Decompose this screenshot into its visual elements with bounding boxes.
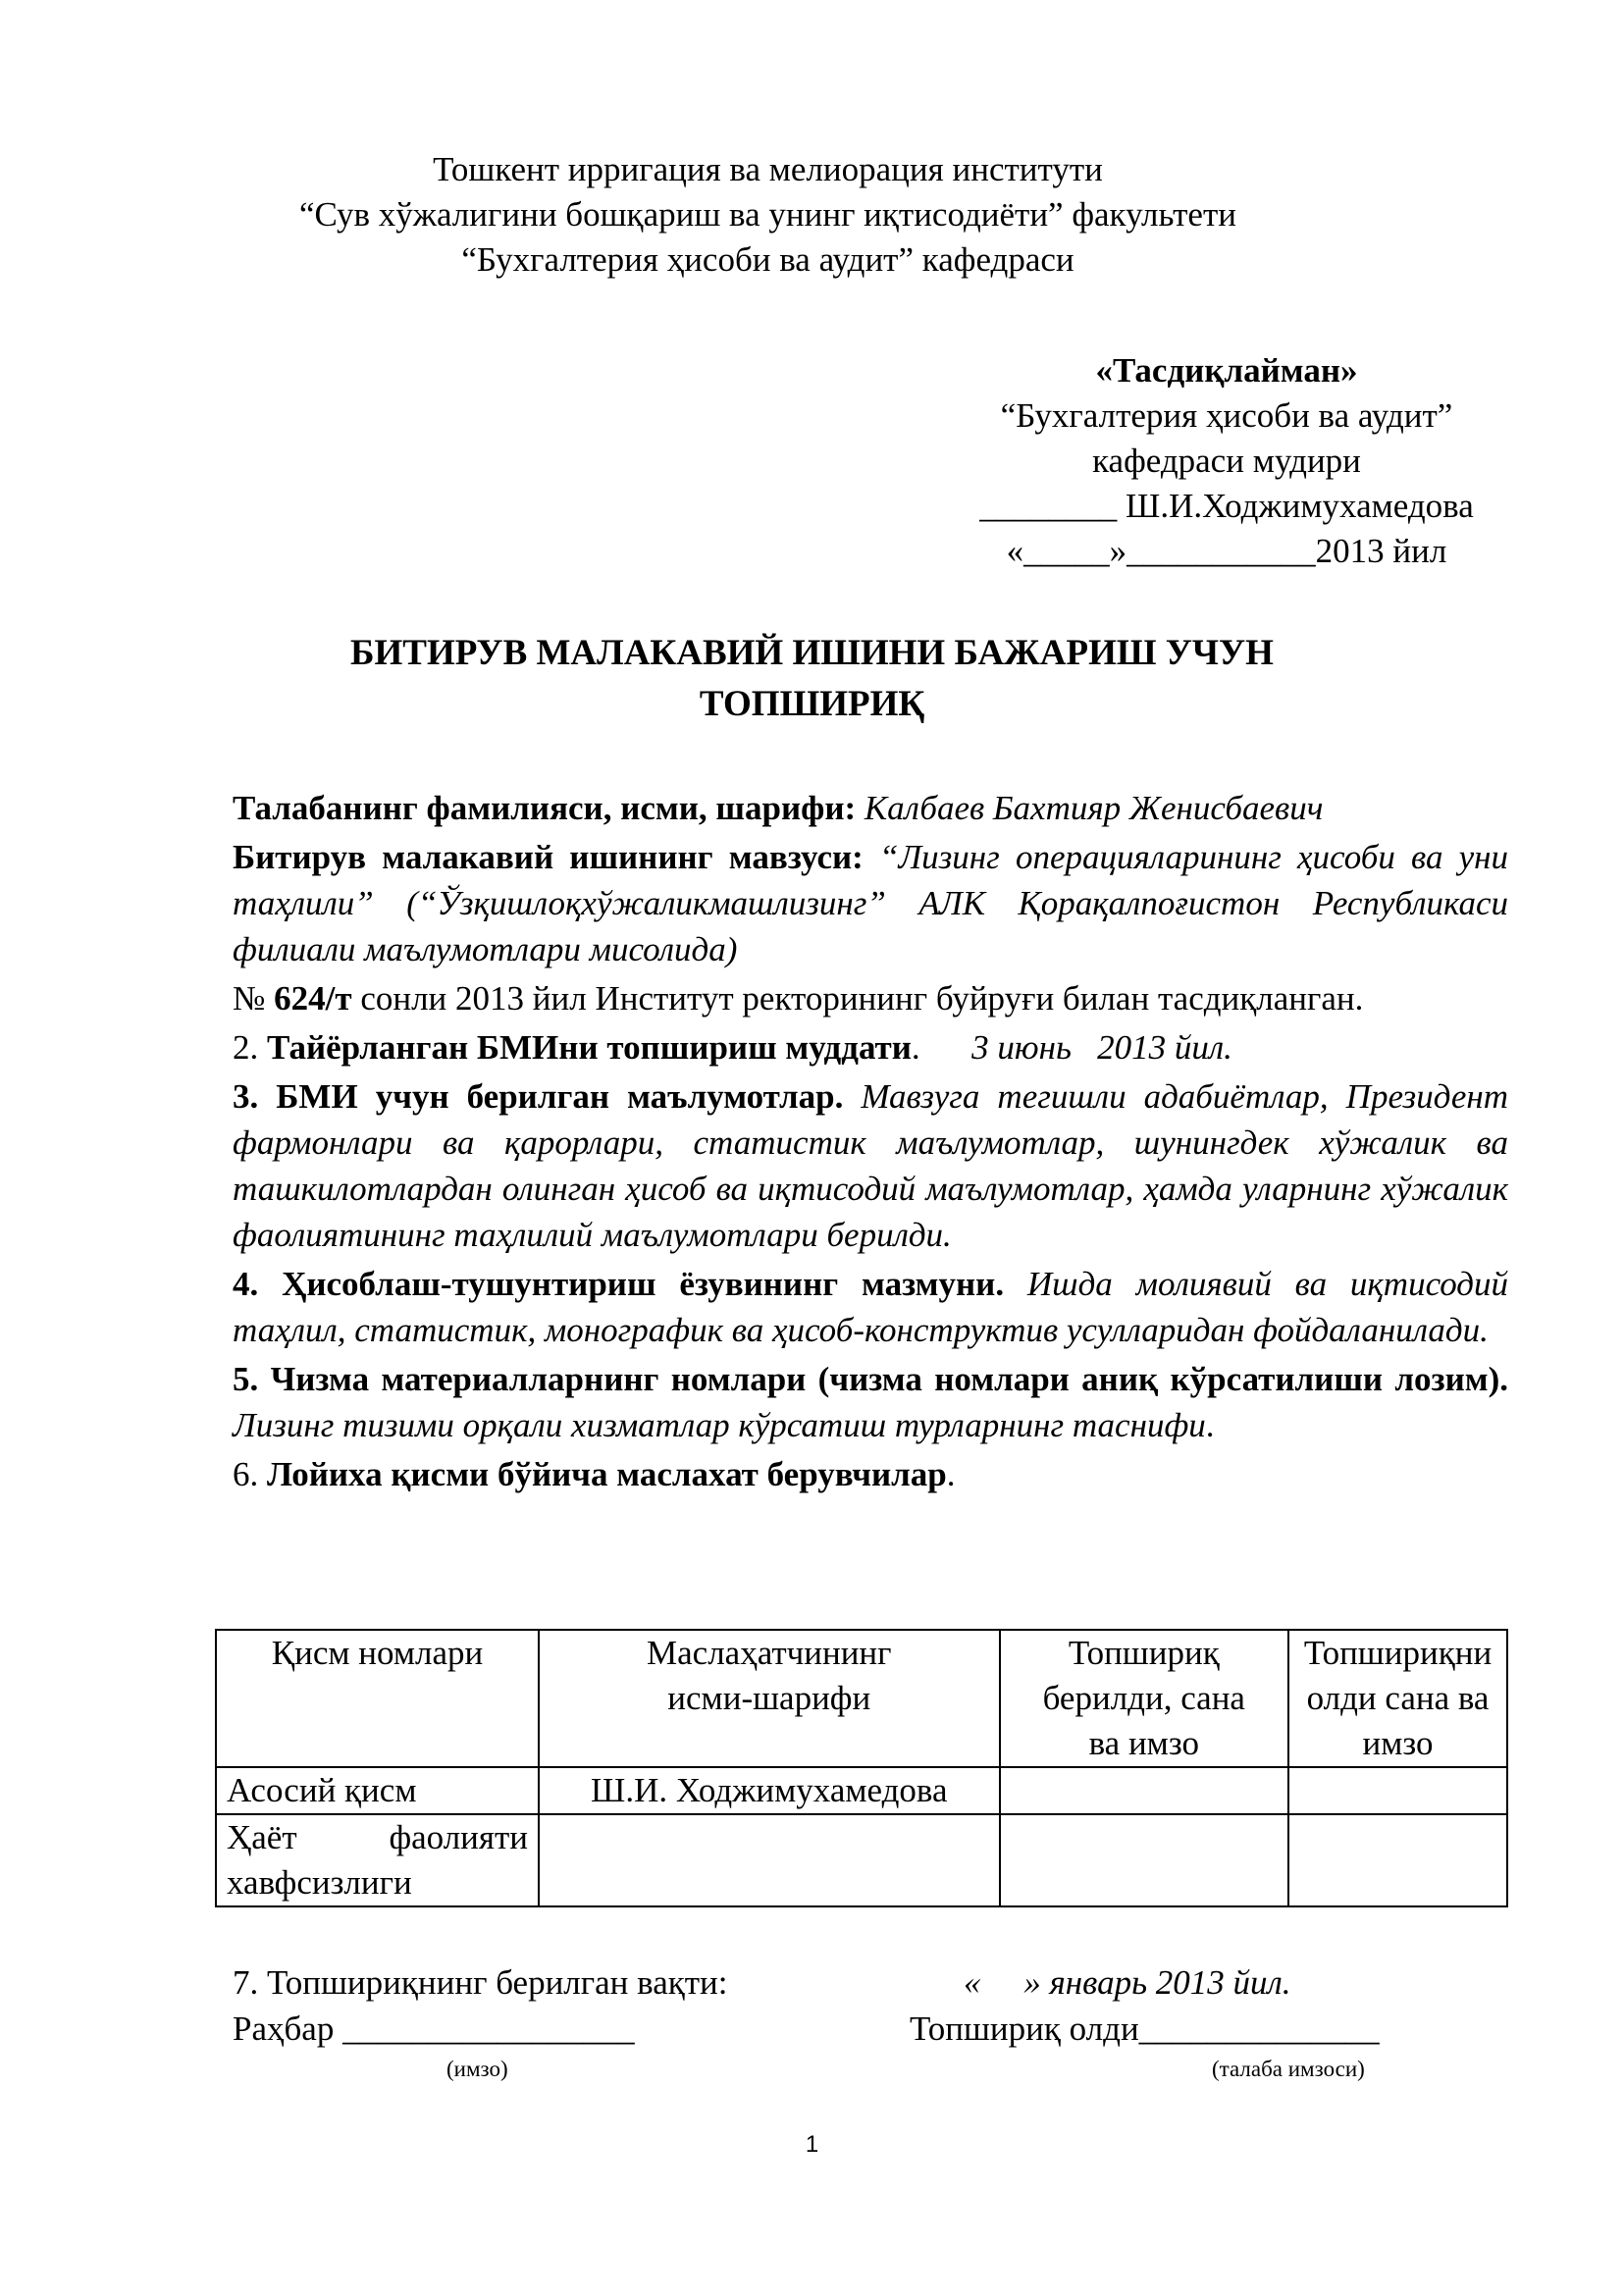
student-received-signature: Топшириқ олди______________ xyxy=(910,2009,1380,2048)
consultants-table xyxy=(215,1629,1508,1907)
student-line xyxy=(233,785,1508,831)
table-row xyxy=(216,1767,1507,1814)
table-header-row xyxy=(216,1630,1507,1767)
item-6-dot: . xyxy=(946,1455,956,1493)
page-number: 1 xyxy=(805,2131,819,2158)
header-cell: Топшириқ берилди, сана ва имзо xyxy=(1000,1630,1289,1767)
student-label: Талабанинг фамилияси, исми, шарифи: xyxy=(233,789,857,827)
item-5-dot: . xyxy=(1205,1406,1215,1444)
item-5-value: Лизинг тизими орқали хизматлар кўрсатиш турларнинг таснифи xyxy=(233,1406,1206,1444)
approval-position: кафедраси мудири xyxy=(1092,442,1361,480)
table-cell xyxy=(1288,1814,1507,1906)
item-6 xyxy=(233,1451,1508,1497)
table-cell: Асосий қисм xyxy=(216,1767,539,1814)
order-prefix: № xyxy=(233,979,275,1018)
order-text: сонли 2013 йил Институт ректорининг буйруғи билан тасдиқланган. xyxy=(351,979,1364,1018)
table-row xyxy=(216,1814,1507,1906)
institution-header xyxy=(0,147,1624,283)
supervisor-signature: Раҳбар _________________ xyxy=(233,2009,635,2048)
item-4-value: Ишда молиявий ва иқтисодий таҳлил, статистик, монографик ва ҳисоб-конструктив усулларидан фойдаланилади. xyxy=(233,1265,1508,1349)
item-6-num: 6. xyxy=(233,1455,267,1493)
header-cell: Қисм номлари xyxy=(216,1630,539,1767)
title-line-1: БИТИРУВ МАЛАКАВИЙ ИШИНИ БАЖАРИШ УЧУН xyxy=(350,633,1274,673)
approval-signature: ________ Ш.И.Ходжимухамедова xyxy=(979,487,1474,525)
order-line xyxy=(233,975,1508,1021)
assignment-body xyxy=(233,785,1508,1500)
department-name: “Бухгалтерия ҳисоби ва аудит” кафедраси xyxy=(461,240,1074,279)
approval-title: «Тасдиқлайман» xyxy=(1095,351,1358,390)
item-3-value: Мавзуга тегишли адабиётлар, Президент фармонлари ва қарорлари, статистик маълумотлар, шунингдек хўжалик ва ташкилотлардан олинган ҳисоб ва иқтисодий маълумотлар, ҳамда уларнинг хўжалик фаолиятининг таҳлилий маълумотлари берилди. xyxy=(233,1077,1508,1254)
issue-date-value: « » январь 2013 йил. xyxy=(964,1963,1291,2002)
document-title xyxy=(0,628,1624,730)
item-2-label: Тайёрланган БМИни топшириш муддати xyxy=(267,1028,912,1067)
title-line-2: ТОПШИРИҚ xyxy=(699,684,925,724)
order-number: 624/т xyxy=(274,979,352,1018)
signature-note-right: (талаба имзоси) xyxy=(1212,2057,1365,2081)
faculty-name: “Сув хўжалигини бошқариш ва унинг иқтисодиёти” факультети xyxy=(299,195,1236,234)
item-4-label: 4. Ҳисоблаш-тушунтириш ёзувининг мазмуни. xyxy=(233,1265,1005,1303)
item-6-label: Лойиха қисми бўйича маслахат берувчилар xyxy=(267,1455,947,1493)
item-2-value: 3 июнь 2013 йил. xyxy=(919,1028,1232,1067)
item-2-num: 2. xyxy=(233,1028,267,1067)
issue-date-label: 7. Топшириқнинг берилган вақти: xyxy=(233,1963,728,2002)
item-2-dot: . xyxy=(911,1028,920,1067)
table-cell: Ҳаёт фаолияти хавфсизлиги xyxy=(216,1814,539,1906)
item-3 xyxy=(233,1073,1508,1258)
item-3-label: 3. БМИ учун берилган маълумотлар. xyxy=(233,1077,844,1116)
approval-date: «_____»___________2013 йил xyxy=(1006,532,1447,570)
approval-dept: “Бухгалтерия ҳисоби ва аудит” xyxy=(1000,396,1453,435)
signature-note-left: (имзо) xyxy=(446,2057,508,2081)
topic-paragraph xyxy=(233,834,1508,972)
table-cell xyxy=(1288,1767,1507,1814)
student-name: Калбаев Бахтияр Женисбаевич xyxy=(856,789,1324,827)
approval-block xyxy=(883,348,1570,574)
table-cell xyxy=(539,1814,1000,1906)
header-cell: Топшириқни олди сана ва имзо xyxy=(1288,1630,1507,1767)
topic-label: Битирув малакавий ишининг мавзуси: xyxy=(233,838,864,876)
item-2 xyxy=(233,1024,1508,1070)
issue-date-line xyxy=(233,1960,1508,2006)
topic-value: “Лизинг операцияларининг ҳисоби ва уни таҳлили” (“Ўзқишлоқхўжаликмашлизинг” АЛК Қорақалпоғистон Республикаси филиали маълумотлари мисолида) xyxy=(233,838,1508,968)
institute-name: Тошкент ирригация ва мелиорация институти xyxy=(433,150,1103,188)
table-cell xyxy=(1000,1767,1289,1814)
item-4 xyxy=(233,1261,1508,1353)
signature-line xyxy=(233,2007,1508,2052)
item-5 xyxy=(233,1356,1508,1448)
table-cell xyxy=(1000,1814,1289,1906)
header-cell: Маслаҳатчининг исми-шарифи xyxy=(539,1630,1000,1767)
table-cell: Ш.И. Ходжимухамедова xyxy=(539,1767,1000,1814)
item-5-label: 5. Чизма материалларнинг номлари (чизма номлари аниқ кўрсатилиши лозим). xyxy=(233,1360,1508,1398)
